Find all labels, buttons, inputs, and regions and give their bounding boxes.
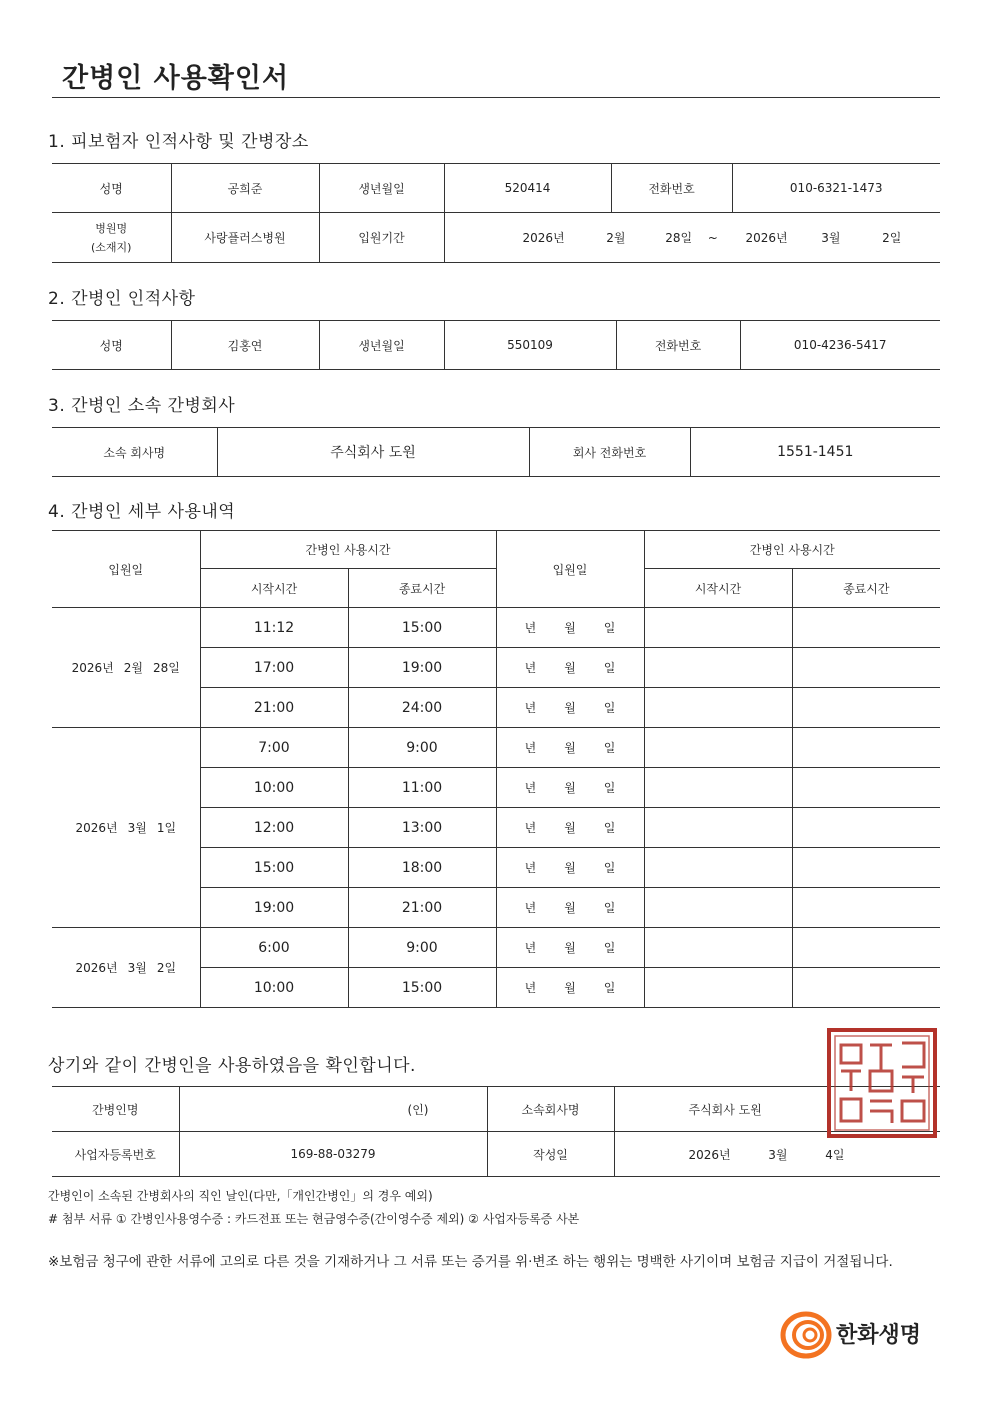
blank-date-month: 월 xyxy=(564,861,576,875)
end-time: 18:00 xyxy=(348,848,496,888)
period-to-year: 2026년 xyxy=(745,231,788,245)
blank-date-day: 일 xyxy=(603,821,616,835)
admit-date-month: 3월 xyxy=(127,961,147,975)
written-date-year: 2026년 xyxy=(688,1147,731,1162)
admit-date xyxy=(52,608,200,728)
confirm-company-name: 주식회사 도원 xyxy=(688,1102,762,1117)
written-date-month: 3월 xyxy=(768,1147,788,1162)
blank-admit-date xyxy=(496,808,644,848)
blank-date-month: 월 xyxy=(564,621,576,635)
section2-heading: 2. 간병인 인적사항 xyxy=(48,289,196,309)
admit-date-month: 3월 xyxy=(127,821,147,835)
caregiver-signature-label: 간병인명 xyxy=(52,1087,179,1132)
blank-date-month: 월 xyxy=(564,781,576,795)
attachment-note: # 첨부 서류 ① 간병인사용영수증 : 카드전표 또는 현금영수증(간이영수증 제외) ② 사업자등록증 사본 xyxy=(48,1212,580,1226)
blank-date-month: 월 xyxy=(564,821,576,835)
start-time: 6:00 xyxy=(200,928,348,968)
start-time-header-left: 시작시간 xyxy=(200,569,348,608)
caregiver-name: 김홍연 xyxy=(171,321,319,370)
blank-date-year: 년 xyxy=(524,941,537,955)
end-time: 9:00 xyxy=(348,928,496,968)
seal-note: 간병인이 소속된 간병회사의 직인 날인(다만,「개인간병인」의 경우 예외) xyxy=(48,1189,433,1203)
end-time-header-right: 종료시간 xyxy=(792,569,940,608)
blank-admit-date xyxy=(496,608,644,648)
hospital-label-main: 병원명 xyxy=(95,221,128,235)
admit-date-month: 2월 xyxy=(123,661,143,675)
blank-start-time xyxy=(644,608,792,648)
blank-date-month: 월 xyxy=(564,981,576,995)
end-time: 21:00 xyxy=(348,888,496,928)
written-date-label: 작성일 xyxy=(487,1132,614,1177)
end-time: 9:00 xyxy=(348,728,496,768)
admit-date-header-right: 입원일 xyxy=(496,531,644,608)
blank-start-time xyxy=(644,728,792,768)
admit-date-year: 2026년 xyxy=(71,661,114,675)
caregiver-info-table xyxy=(52,320,940,370)
blank-admit-date xyxy=(496,888,644,928)
blank-end-time xyxy=(792,848,940,888)
blank-end-time xyxy=(792,928,940,968)
start-time: 19:00 xyxy=(200,888,348,928)
start-time: 17:00 xyxy=(200,648,348,688)
blank-date-year: 년 xyxy=(524,901,537,915)
admit-date-header-left: 입원일 xyxy=(52,531,200,608)
blank-date-month: 월 xyxy=(564,901,576,915)
section4-heading: 4. 간병인 세부 사용내역 xyxy=(48,502,236,522)
start-time: 15:00 xyxy=(200,848,348,888)
blank-date-month: 월 xyxy=(564,741,576,755)
blank-admit-date xyxy=(496,928,644,968)
blank-date-year: 년 xyxy=(524,621,537,635)
blank-date-year: 년 xyxy=(524,661,537,675)
insured-name-label: 성명 xyxy=(52,164,171,213)
usage-row xyxy=(52,928,940,968)
caregiver-birth: 550109 xyxy=(444,321,616,370)
hospital-label-sub: (소재지) xyxy=(91,240,132,254)
document-title: 간병인 사용확인서 xyxy=(62,63,290,94)
blank-start-time xyxy=(644,968,792,1008)
blank-admit-date xyxy=(496,968,644,1008)
period-to-day: 2일 xyxy=(882,231,902,245)
admission-period xyxy=(444,213,940,263)
blank-start-time xyxy=(644,808,792,848)
blank-date-day: 일 xyxy=(603,901,616,915)
period-label: 입원기간 xyxy=(319,213,444,263)
period-from-month: 2월 xyxy=(606,231,626,245)
blank-start-time xyxy=(644,848,792,888)
end-time: 19:00 xyxy=(348,648,496,688)
blank-date-year: 년 xyxy=(524,981,537,995)
seal-mark: (인) xyxy=(407,1102,429,1117)
admit-date-year: 2026년 xyxy=(75,821,118,835)
caregiver-name-label: 성명 xyxy=(52,321,171,370)
blank-date-year: 년 xyxy=(524,741,537,755)
blank-date-year: 년 xyxy=(524,701,537,715)
blank-start-time xyxy=(644,688,792,728)
blank-admit-date xyxy=(496,848,644,888)
blank-date-day: 일 xyxy=(603,861,616,875)
caregiver-signature xyxy=(179,1087,487,1132)
insured-phone-label: 전화번호 xyxy=(611,164,732,213)
caregiver-phone-label: 전화번호 xyxy=(616,321,740,370)
written-date-day: 4일 xyxy=(825,1147,845,1162)
blank-end-time xyxy=(792,808,940,848)
usage-row xyxy=(52,728,940,768)
blank-date-month: 월 xyxy=(564,941,576,955)
biz-no: 169-88-03279 xyxy=(179,1132,487,1177)
usage-detail-table xyxy=(52,530,940,1008)
blank-date-day: 일 xyxy=(603,741,616,755)
admit-date-year: 2026년 xyxy=(75,961,118,975)
admit-date-day: 2일 xyxy=(156,961,177,975)
end-time: 15:00 xyxy=(348,608,496,648)
end-time: 15:00 xyxy=(348,968,496,1008)
admit-date-day: 1일 xyxy=(156,821,177,835)
insured-info-table xyxy=(52,163,940,263)
blank-start-time xyxy=(644,648,792,688)
company-name: 주식회사 도원 xyxy=(217,428,529,477)
start-time: 12:00 xyxy=(200,808,348,848)
usage-time-header-left: 간병인 사용시간 xyxy=(200,531,496,569)
usage-row xyxy=(52,608,940,648)
period-from-year: 2026년 xyxy=(522,231,565,245)
usage-time-header-right: 간병인 사용시간 xyxy=(644,531,940,569)
hanwha-logo-text: 한화생명 xyxy=(836,1323,922,1348)
blank-end-time xyxy=(792,968,940,1008)
blank-end-time xyxy=(792,728,940,768)
section3-heading: 3. 간병인 소속 간병회사 xyxy=(48,396,236,416)
blank-end-time xyxy=(792,768,940,808)
blank-date-month: 월 xyxy=(564,701,576,715)
end-time-header-left: 종료시간 xyxy=(348,569,496,608)
caregiver-birth-label: 생년월일 xyxy=(319,321,444,370)
blank-date-year: 년 xyxy=(524,821,537,835)
fraud-warning: ※보험금 청구에 관한 서류에 고의로 다른 것을 기재하거나 그 서류 또는 증거를 위·변조 하는 행위는 명백한 사기이며 보험금 지급이 거절됩니다. xyxy=(48,1254,893,1270)
company-name-label: 소속 회사명 xyxy=(52,428,217,477)
company-seal-stamp xyxy=(826,1027,938,1139)
company-phone-label: 회사 전화번호 xyxy=(529,428,690,477)
blank-admit-date xyxy=(496,648,644,688)
blank-date-year: 년 xyxy=(524,861,537,875)
blank-date-day: 일 xyxy=(603,781,616,795)
blank-end-time xyxy=(792,688,940,728)
start-time: 21:00 xyxy=(200,688,348,728)
admit-date xyxy=(52,928,200,1008)
blank-date-day: 일 xyxy=(603,941,616,955)
title-divider xyxy=(52,97,940,98)
blank-admit-date xyxy=(496,768,644,808)
insured-phone: 010-6321-1473 xyxy=(732,164,940,213)
confirmation-table xyxy=(52,1086,940,1177)
insured-birth-label: 생년월일 xyxy=(319,164,444,213)
admit-date xyxy=(52,728,200,928)
company-info-table xyxy=(52,427,940,477)
confirmation-statement: 상기와 같이 간병인을 사용하였음을 확인합니다. xyxy=(48,1056,416,1076)
blank-start-time xyxy=(644,768,792,808)
blank-admit-date xyxy=(496,728,644,768)
caregiver-phone: 010-4236-5417 xyxy=(740,321,940,370)
start-time: 7:00 xyxy=(200,728,348,768)
start-time-header-right: 시작시간 xyxy=(644,569,792,608)
section1-heading: 1. 피보험자 인적사항 및 간병장소 xyxy=(48,132,309,152)
period-to-month: 3월 xyxy=(821,231,841,245)
hospital-name: 사랑플러스병원 xyxy=(171,213,319,263)
blank-date-day: 일 xyxy=(603,701,616,715)
end-time: 11:00 xyxy=(348,768,496,808)
start-time: 10:00 xyxy=(200,768,348,808)
period-tilde: ~ xyxy=(707,231,718,245)
blank-date-day: 일 xyxy=(603,981,616,995)
hanwha-logo-icon xyxy=(780,1310,832,1360)
insured-birth: 520414 xyxy=(444,164,611,213)
blank-end-time xyxy=(792,888,940,928)
blank-date-year: 년 xyxy=(524,781,537,795)
confirm-company-label: 소속회사명 xyxy=(487,1087,614,1132)
blank-date-day: 일 xyxy=(603,661,616,675)
blank-start-time xyxy=(644,888,792,928)
hospital-label xyxy=(52,213,171,263)
blank-admit-date xyxy=(496,688,644,728)
insured-name: 공희준 xyxy=(171,164,319,213)
blank-date-month: 월 xyxy=(564,661,576,675)
company-phone: 1551-1451 xyxy=(690,428,940,477)
period-from-day: 28일 xyxy=(665,231,693,245)
blank-end-time xyxy=(792,608,940,648)
start-time: 10:00 xyxy=(200,968,348,1008)
end-time: 24:00 xyxy=(348,688,496,728)
blank-end-time xyxy=(792,648,940,688)
blank-date-day: 일 xyxy=(603,621,616,635)
start-time: 11:12 xyxy=(200,608,348,648)
end-time: 13:00 xyxy=(348,808,496,848)
blank-start-time xyxy=(644,928,792,968)
admit-date-day: 28일 xyxy=(153,661,180,675)
biz-no-label: 사업자등록번호 xyxy=(52,1132,179,1177)
